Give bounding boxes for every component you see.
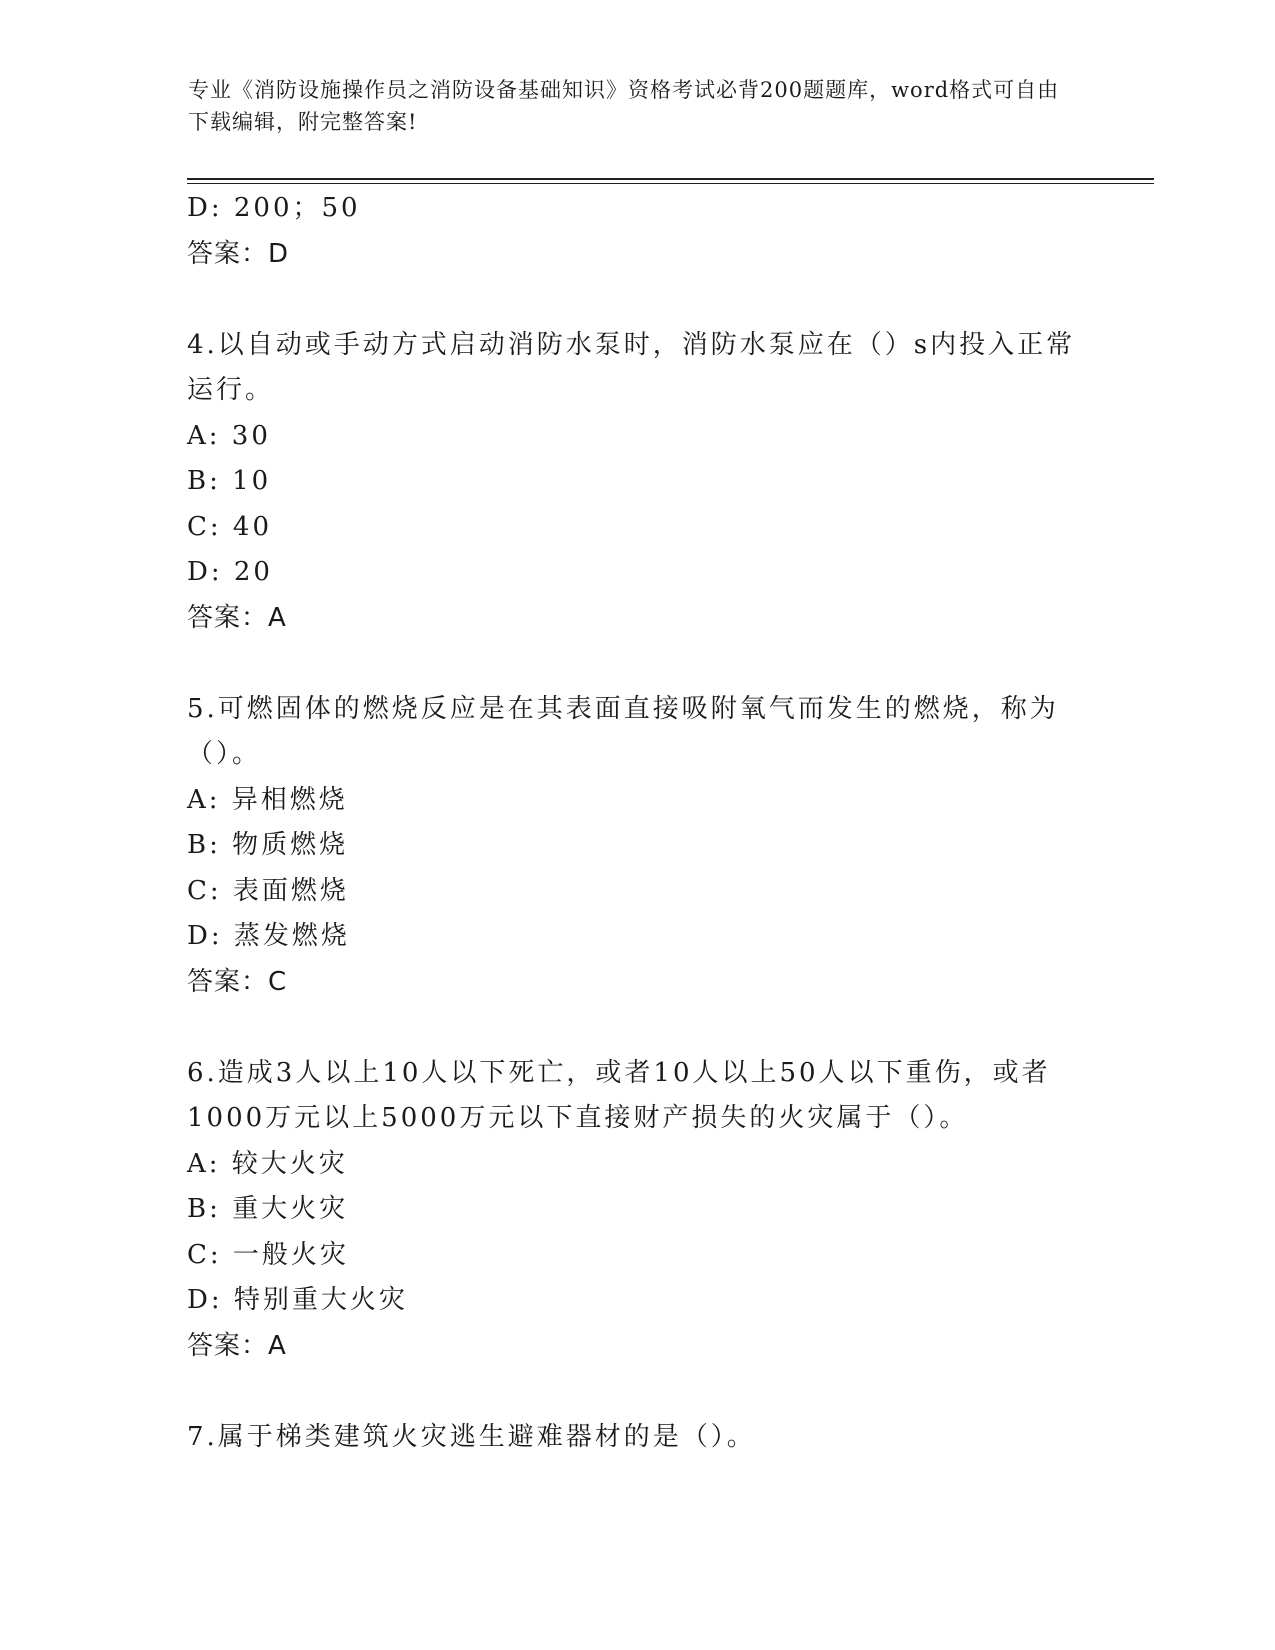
question-5 bbox=[187, 687, 1087, 1006]
answer: 答案：A bbox=[187, 602, 287, 633]
option-b: B: 10 bbox=[187, 466, 272, 496]
prev-option-d: D: 200；50 bbox=[187, 193, 361, 223]
option-a: A: 较大火灾 bbox=[187, 1148, 348, 1179]
question-text: 6.造成3人以上10人以下死亡，或者10人以上50人以下重伤，或者 bbox=[187, 1057, 1051, 1088]
option-b: B: 重大火灾 bbox=[187, 1194, 349, 1224]
prev-answer: 答案：D bbox=[187, 238, 290, 269]
question-text-cont: 1000万元以上5000万元以下直接财产损失的火灾属于（）。 bbox=[187, 1103, 969, 1133]
question-7 bbox=[187, 1415, 1087, 1461]
header-divider bbox=[187, 178, 1154, 184]
question-text: 7.属于梯类建筑火灾逃生避难器材的是（）。 bbox=[187, 1421, 756, 1452]
option-c: C: 表面燃烧 bbox=[187, 875, 349, 906]
option-c: C: 40 bbox=[187, 511, 273, 542]
option-a: A: 异相燃烧 bbox=[187, 784, 348, 815]
answer: 答案：C bbox=[187, 966, 288, 997]
question-text: 4.以自动或手动方式启动消防水泵时，消防水泵应在（）s内投入正常 bbox=[187, 329, 1076, 360]
option-d: D: 20 bbox=[187, 557, 273, 587]
question-text-cont: 运行。 bbox=[187, 375, 275, 405]
question-6 bbox=[187, 1051, 1087, 1370]
option-a: A: 30 bbox=[187, 420, 271, 451]
option-d: D: 特别重大火灾 bbox=[187, 1285, 408, 1315]
question-text: 5.可燃固体的燃烧反应是在其表面直接吸附氧气而发生的燃烧，称为 bbox=[187, 693, 1059, 724]
option-b: B: 物质燃烧 bbox=[187, 830, 349, 860]
question-4 bbox=[187, 323, 1087, 642]
document-body bbox=[187, 186, 1087, 1460]
question-text-cont: （）。 bbox=[187, 739, 262, 769]
page-header: 专业《消防设施操作员之消防设备基础知识》资格考试必背200题题库，word格式可自由下载编辑，附完整答案! bbox=[188, 78, 1060, 134]
option-c: C: 一般火灾 bbox=[187, 1239, 349, 1270]
answer: 答案：A bbox=[187, 1330, 287, 1361]
option-d: D: 蒸发燃烧 bbox=[187, 921, 350, 951]
